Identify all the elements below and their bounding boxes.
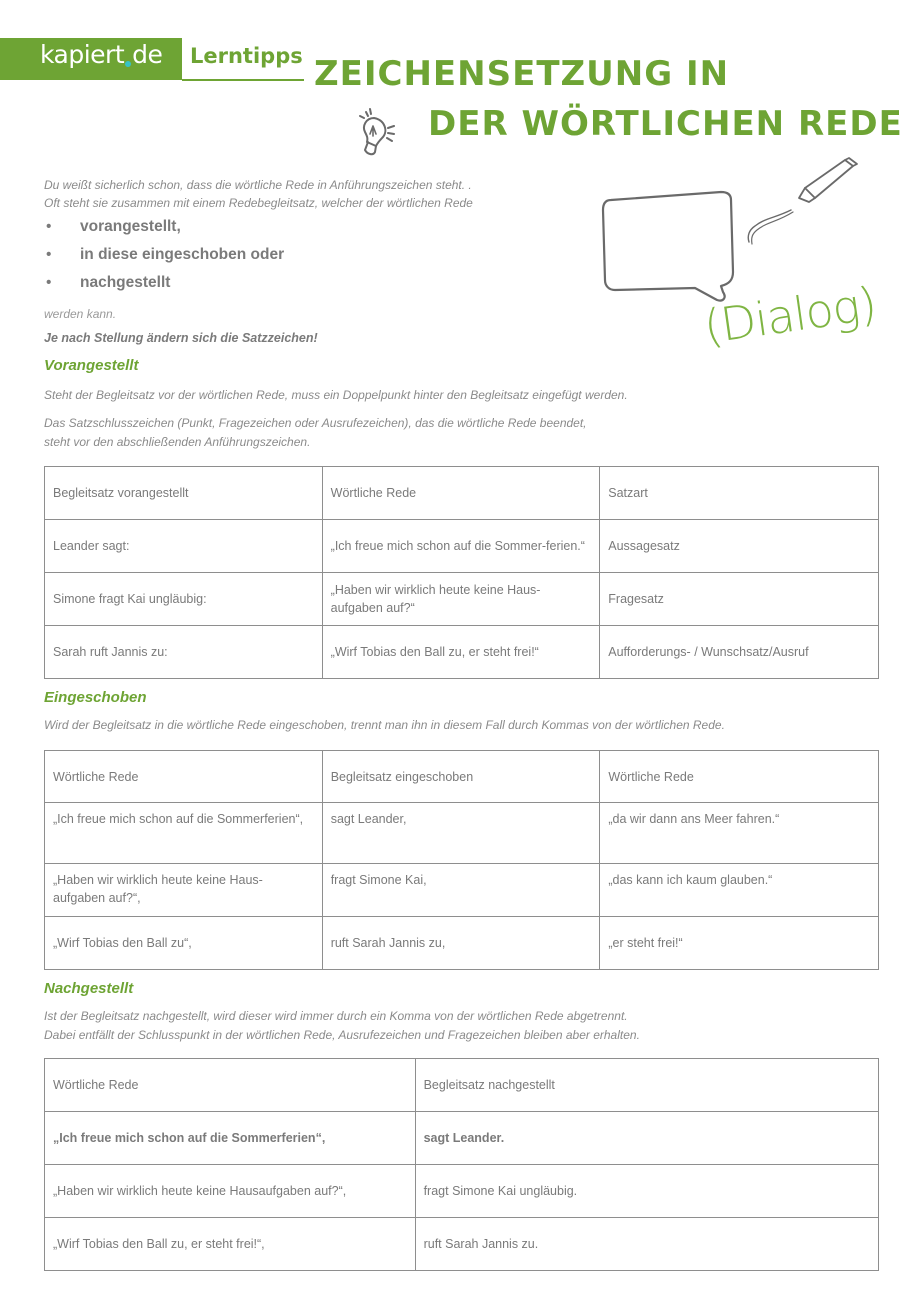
table-cell: „er steht frei!“ — [600, 917, 879, 970]
table-cell: Leander sagt: — [45, 520, 323, 573]
table-cell: fragt Simone Kai, — [322, 864, 600, 917]
page-title-line1: ZEICHENSETZUNG IN — [314, 54, 730, 94]
table-row — [45, 917, 879, 970]
list-item-text: nachgestellt — [80, 274, 171, 291]
section-title-vorangestellt: Vorangestellt — [44, 357, 139, 374]
table-cell: „Ich freue mich schon auf die Sommer-ferien.“ — [322, 520, 600, 573]
table-cell: Simone fragt Kai ungläubig: — [45, 573, 323, 626]
section-title-nachgestellt: Nachgestellt — [44, 980, 134, 997]
table-nachgestellt — [44, 1058, 879, 1271]
bullet-icon: • — [46, 274, 52, 291]
list-item — [44, 272, 284, 300]
header-cell: Begleitsatz vorangestellt — [45, 467, 323, 520]
table-cell: Fragesatz — [600, 573, 879, 626]
table-vorangestellt — [44, 466, 879, 679]
section-title-eingeschoben: Eingeschoben — [44, 689, 147, 706]
header-cell: Wörtliche Rede — [600, 751, 879, 803]
page-title-line2: DER WÖRTLICHEN REDE — [428, 104, 903, 144]
section-text-line: Ist der Begleitsatz nachgestellt, wird dieser wird immer durch ein Komma von der wörtlichen Rede abgetrennt. — [44, 1009, 628, 1023]
table-cell: ruft Sarah Jannis zu, — [322, 917, 600, 970]
table-row — [45, 520, 879, 573]
logo-text: kapiert — [40, 40, 125, 69]
table-cell: Sarah ruft Jannis zu: — [45, 626, 323, 679]
header-cell: Begleitsatz eingeschoben — [322, 751, 600, 803]
bullet-icon: • — [46, 246, 52, 263]
table-header-row — [45, 1059, 879, 1112]
section-label-underline — [182, 79, 304, 81]
table-row — [45, 1165, 879, 1218]
table-cell: ruft Sarah Jannis zu. — [415, 1218, 878, 1271]
section-text-vorangestellt-1: Steht der Begleitsatz vor der wörtlichen Rede, muss ein Doppelpunkt hinter den Begleitsatz eingefügt werden. — [44, 388, 628, 402]
position-list — [44, 216, 284, 300]
section-text-eingeschoben: Wird der Begleitsatz in die wörtliche Rede eingeschoben, trennt man ihn in diesem Fall durch Kommas von der wörtlichen Rede. — [44, 718, 725, 732]
list-item — [44, 244, 284, 272]
lightbulb-icon — [352, 100, 412, 160]
section-text-line: steht vor den abschließenden Anführungszeichen. — [44, 435, 311, 449]
intro-continuation: werden kann. — [44, 307, 117, 321]
header-cell: Wörtliche Rede — [322, 467, 600, 520]
section-text-line: Dabei entfällt der Schlusspunkt in der wörtlichen Rede, Ausrufezeichen und Fragezeichen bleiben aber erhalten. — [44, 1028, 640, 1042]
table-header-row — [45, 467, 879, 520]
kapiert-logo[interactable] — [40, 40, 162, 69]
table-cell: sagt Leander, — [322, 803, 600, 864]
table-cell: „Ich freue mich schon auf die Sommerferien“, — [45, 1112, 416, 1165]
table-eingeschoben — [44, 750, 879, 970]
table-row — [45, 864, 879, 917]
list-item — [44, 216, 284, 244]
table-cell: fragt Simone Kai ungläubig. — [415, 1165, 878, 1218]
list-item-text: in diese eingeschoben oder — [80, 246, 285, 263]
table-cell: Aussagesatz — [600, 520, 879, 573]
header-cell: Wörtliche Rede — [45, 751, 323, 803]
table-cell: Aufforderungs- / Wunschsatz/Ausruf — [600, 626, 879, 679]
list-item-text: vorangestellt, — [80, 218, 181, 235]
intro-line2: Oft steht sie zusammen mit einem Redebegleitsatz, welcher der wörtlichen Rede — [44, 196, 473, 210]
intro-line1: Du weißt sicherlich schon, dass die wörtliche Rede in Anführungszeichen steht. . — [44, 178, 472, 192]
bullet-icon: • — [46, 218, 52, 235]
table-row — [45, 1112, 879, 1165]
table-cell: „Haben wir wirklich heute keine Haus-aufgaben auf?“ — [322, 573, 600, 626]
table-row — [45, 626, 879, 679]
table-header-row — [45, 751, 879, 803]
section-text-nachgestellt — [44, 1007, 874, 1045]
header-cell: Wörtliche Rede — [45, 1059, 416, 1112]
intro-text — [44, 176, 604, 212]
table-cell: sagt Leander. — [415, 1112, 878, 1165]
table-row — [45, 803, 879, 864]
table-cell: „da wir dann ans Meer fahren.“ — [600, 803, 879, 864]
logo-dot-icon — [125, 61, 131, 67]
header-cell: Begleitsatz nachgestellt — [415, 1059, 878, 1112]
header-cell: Satzart — [600, 467, 879, 520]
section-text-vorangestellt-2 — [44, 414, 874, 452]
table-row — [45, 573, 879, 626]
table-cell: „Wirf Tobias den Ball zu“, — [45, 917, 323, 970]
logo-suffix: de — [132, 40, 163, 69]
intro-emphasis: Je nach Stellung ändern sich die Satzzeichen! — [44, 331, 318, 345]
table-cell: „Ich freue mich schon auf die Sommerferien“, — [45, 803, 323, 864]
table-cell: „Haben wir wirklich heute keine Haus-aufgaben auf?“, — [45, 864, 323, 917]
section-label: Lerntipps — [190, 44, 303, 68]
table-row — [45, 1218, 879, 1271]
highlighter-icon — [748, 158, 857, 244]
table-cell: „Wirf Tobias den Ball zu, er steht frei!“ — [322, 626, 600, 679]
dialog-caption: (Dialog) — [700, 276, 880, 354]
table-cell: „Haben wir wirklich heute keine Hausaufgaben auf?“, — [45, 1165, 416, 1218]
table-cell: „Wirf Tobias den Ball zu, er steht frei!“, — [45, 1218, 416, 1271]
section-text-line: Das Satzschlusszeichen (Punkt, Fragezeichen oder Ausrufezeichen), das die wörtliche Rede beendet, — [44, 416, 587, 430]
table-cell: „das kann ich kaum glauben.“ — [600, 864, 879, 917]
